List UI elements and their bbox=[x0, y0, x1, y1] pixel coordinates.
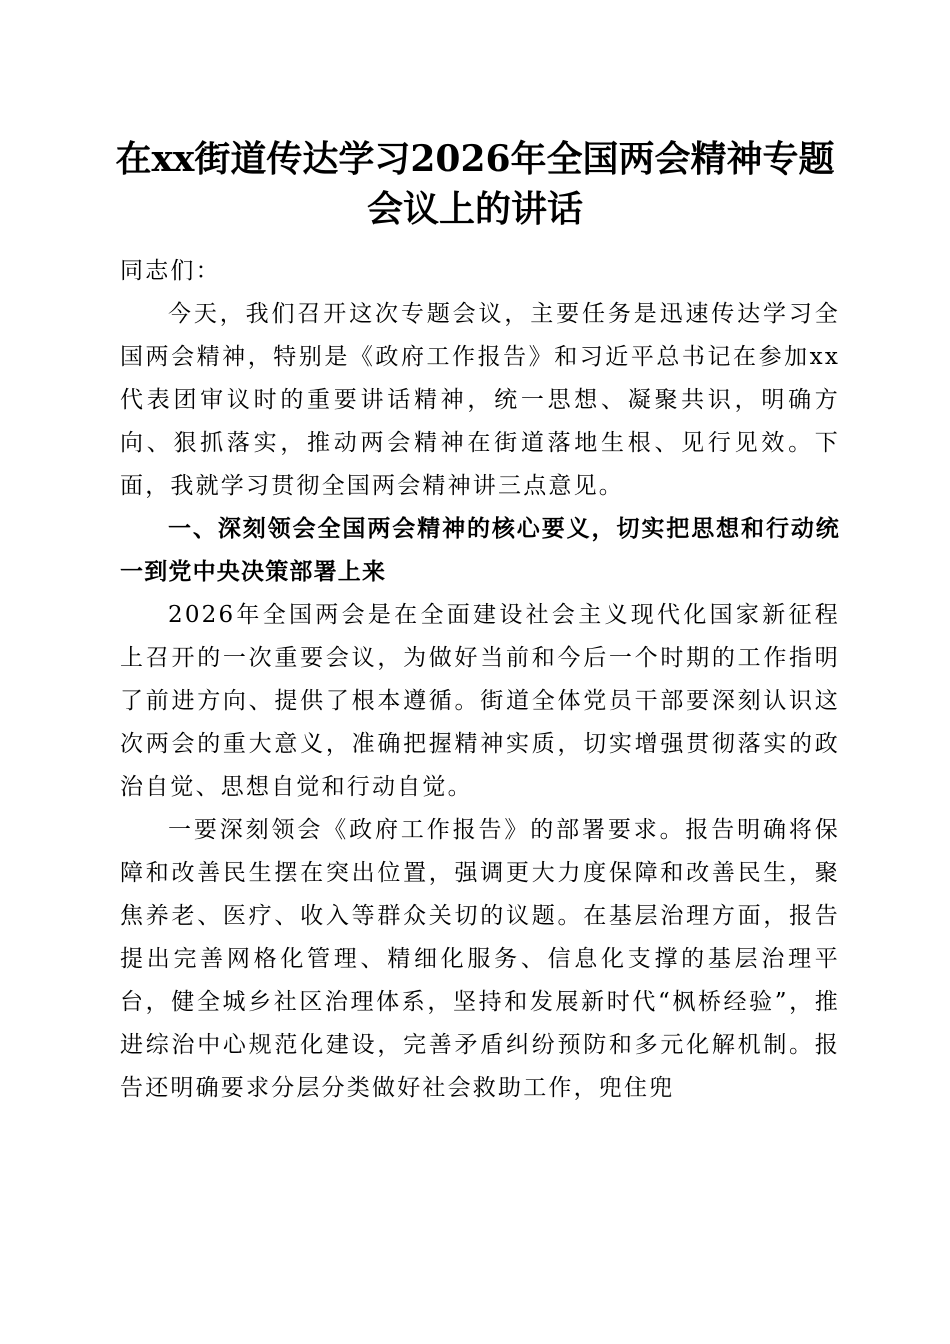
section-heading-1: 一、深刻领会全国两会精神的核心要义，切实把思想和行动统一到党中央决策部署上来 bbox=[120, 516, 840, 585]
paragraph-section-1-overview: 2026年全国两会是在全面建设社会主义现代化国家新征程上召开的一次重要会议，为做好当前和今后一个时期的工作指明了前进方向、提供了根本遵循。街道全体党员干部要深刻认识这次两会的重大意义，准确把握精神实质，切实增强贯彻落实的政治自觉、思想自觉和行动自觉。 bbox=[120, 602, 840, 800]
title-line-1: 在xx街道传达学习2026年全国两会精神专题 bbox=[115, 138, 835, 180]
paragraph-intro: 今天，我们召开这次专题会议，主要任务是迅速传达学习全国两会精神，特别是《政府工作报告》和习近平总书记在参加xx代表团审议时的重要讲话精神，统一思想、凝聚共识，明确方向、狠抓落实，推动两会精神在街道落地生根、见行见效。下面，我就学习贯彻全国两会精神讲三点意见。 bbox=[120, 301, 840, 499]
document-title bbox=[60, 134, 890, 234]
paragraph-section-1-point-1: 一要深刻领会《政府工作报告》的部署要求。报告明确将保障和改善民生摆在突出位置，强调更大力度保障和改善民生，聚焦养老、医疗、收入等群众关切的议题。在基层治理方面，报告提出完善网格化管理、精细化服务、信息化支撑的基层治理平台，健全城乡社区治理体系，坚持和发展新时代“枫桥经验”，推进综治中心规范化建设，完善矛盾纠纷预防和多元化解机制。报告还明确要求分层分类做好社会救助工作，兜住兜 bbox=[120, 817, 840, 1101]
title-line-2: 会议上的讲话 bbox=[366, 188, 583, 230]
document-body bbox=[120, 250, 840, 1110]
salutation: 同志们： bbox=[120, 258, 221, 284]
